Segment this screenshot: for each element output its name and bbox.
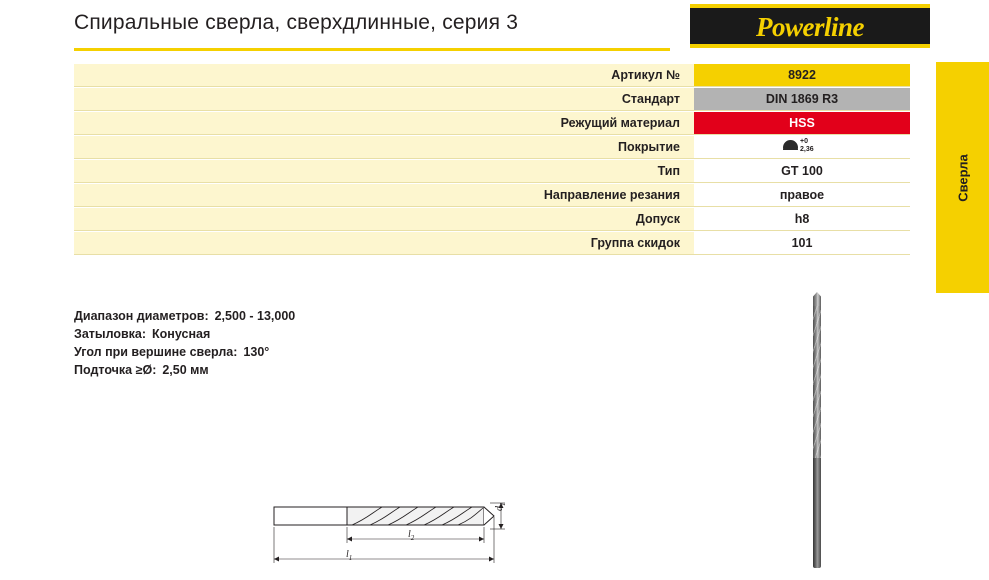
property-line (74, 325, 494, 343)
logo-stripe-bottom (690, 44, 930, 48)
page-header (0, 0, 989, 52)
table-row (74, 64, 910, 87)
spec-value: HSS (694, 112, 910, 135)
brand-logo (690, 4, 930, 48)
property-label: Затыловка: (74, 327, 147, 341)
coating-icon-sup: +0 (800, 138, 808, 145)
table-row (74, 160, 910, 183)
table-row (74, 112, 910, 135)
spec-label: Артикул № (74, 64, 694, 87)
spec-value: h8 (694, 208, 910, 231)
category-side-tab[interactable] (936, 62, 989, 293)
drill-tip (813, 292, 821, 307)
drill-bit-photo (806, 292, 828, 568)
spec-label: Допуск (74, 208, 694, 231)
dimension-label-l1: $l_1$ (346, 549, 353, 562)
page-title: Спиральные сверла, сверхдлинные, серия 3 (74, 11, 519, 34)
property-line (74, 343, 494, 361)
table-row (74, 88, 910, 111)
dimension-label-d1: $d_1$ (494, 502, 507, 511)
brand-name: Powerline (756, 12, 864, 42)
property-label: Подточка ≥Ø: (74, 363, 157, 377)
spec-value: правое (694, 184, 910, 207)
property-value: 2,50 мм (162, 363, 209, 377)
coating-ball-shape (783, 140, 798, 155)
spec-label: Направление резания (74, 184, 694, 207)
property-label: Диапазон диаметров: (74, 309, 209, 323)
property-line (74, 361, 494, 379)
properties-block (74, 307, 494, 379)
spec-label: Режущий материал (74, 112, 694, 135)
title-bar (74, 4, 670, 51)
spec-table (74, 64, 910, 256)
property-label: Угол при вершине сверла: (74, 345, 238, 359)
property-value: Конусная (152, 327, 211, 341)
spec-value: 101 (694, 232, 910, 255)
spec-value: 8922 (694, 64, 910, 87)
coating-ball-icon (779, 138, 825, 157)
property-line (74, 307, 494, 325)
coating-icon-sub: 2,36 (800, 146, 814, 153)
spec-label: Группа скидок (74, 232, 694, 255)
spec-value: GT 100 (694, 160, 910, 183)
drill-flute (813, 306, 821, 458)
table-row (74, 232, 910, 255)
technical-drawing-svg (262, 495, 512, 573)
spec-label: Покрытие (74, 136, 694, 159)
spec-label: Тип (74, 160, 694, 183)
property-value: 2,500 - 13,000 (214, 309, 296, 323)
property-value: 130° (243, 345, 270, 359)
table-row (74, 208, 910, 231)
drill-shank (813, 458, 821, 568)
category-side-tab-label: Сверла (955, 153, 970, 202)
spec-label: Стандарт (74, 88, 694, 111)
technical-drawing (262, 495, 512, 573)
spec-value-coating (694, 136, 910, 159)
spec-value: DIN 1869 R3 (694, 88, 910, 111)
dimension-label-l2: $l_2$ (408, 529, 415, 542)
table-row (74, 136, 910, 159)
table-row (74, 184, 910, 207)
